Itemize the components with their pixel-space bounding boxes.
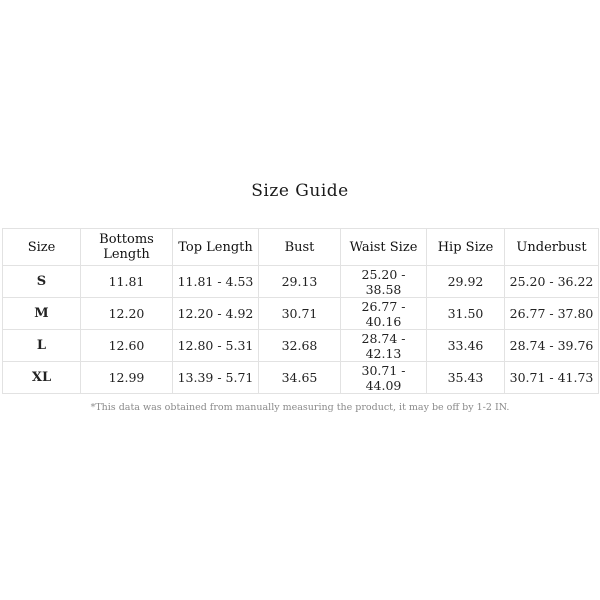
table-row [3,330,599,362]
bottoms-length-cell: 11.81 [81,266,173,298]
table-header-row [3,229,599,266]
underbust-cell: 30.71 - 41.73 [505,362,599,394]
underbust-cell: 26.77 - 37.80 [505,298,599,330]
column-header-hip-size: Hip Size [427,229,505,266]
column-header-waist-size: Waist Size [341,229,427,266]
size-cell: M [3,298,81,330]
bust-cell: 34.65 [259,362,341,394]
size-cell: XL [3,362,81,394]
measurement-disclaimer: *This data was obtained from manually measuring the product, it may be off by 1-2 IN. [90,402,510,413]
table-row [3,362,599,394]
hip-size-cell: 35.43 [427,362,505,394]
bust-cell: 30.71 [259,298,341,330]
column-header-underbust: Underbust [505,229,599,266]
table-row [3,266,599,298]
bust-cell: 29.13 [259,266,341,298]
size-cell: L [3,330,81,362]
top-length-cell: 12.80 - 5.31 [173,330,259,362]
column-header-size: Size [3,229,81,266]
bottoms-length-cell: 12.60 [81,330,173,362]
hip-size-cell: 29.92 [427,266,505,298]
top-length-cell: 11.81 - 4.53 [173,266,259,298]
underbust-cell: 28.74 - 39.76 [505,330,599,362]
waist-size-cell: 26.77 - 40.16 [341,298,427,330]
bottoms-length-cell: 12.20 [81,298,173,330]
column-header-top-length: Top Length [173,229,259,266]
table-row [3,298,599,330]
hip-size-cell: 33.46 [427,330,505,362]
top-length-cell: 12.20 - 4.92 [173,298,259,330]
waist-size-cell: 28.74 - 42.13 [341,330,427,362]
column-header-bottoms-length: Bottoms Length [81,229,173,266]
column-header-bust: Bust [259,229,341,266]
underbust-cell: 25.20 - 36.22 [505,266,599,298]
page-title: Size Guide [251,181,349,201]
size-cell: S [3,266,81,298]
bottoms-length-cell: 12.99 [81,362,173,394]
waist-size-cell: 30.71 - 44.09 [341,362,427,394]
size-guide-table [2,228,599,394]
bust-cell: 32.68 [259,330,341,362]
waist-size-cell: 25.20 - 38.58 [341,266,427,298]
hip-size-cell: 31.50 [427,298,505,330]
top-length-cell: 13.39 - 5.71 [173,362,259,394]
